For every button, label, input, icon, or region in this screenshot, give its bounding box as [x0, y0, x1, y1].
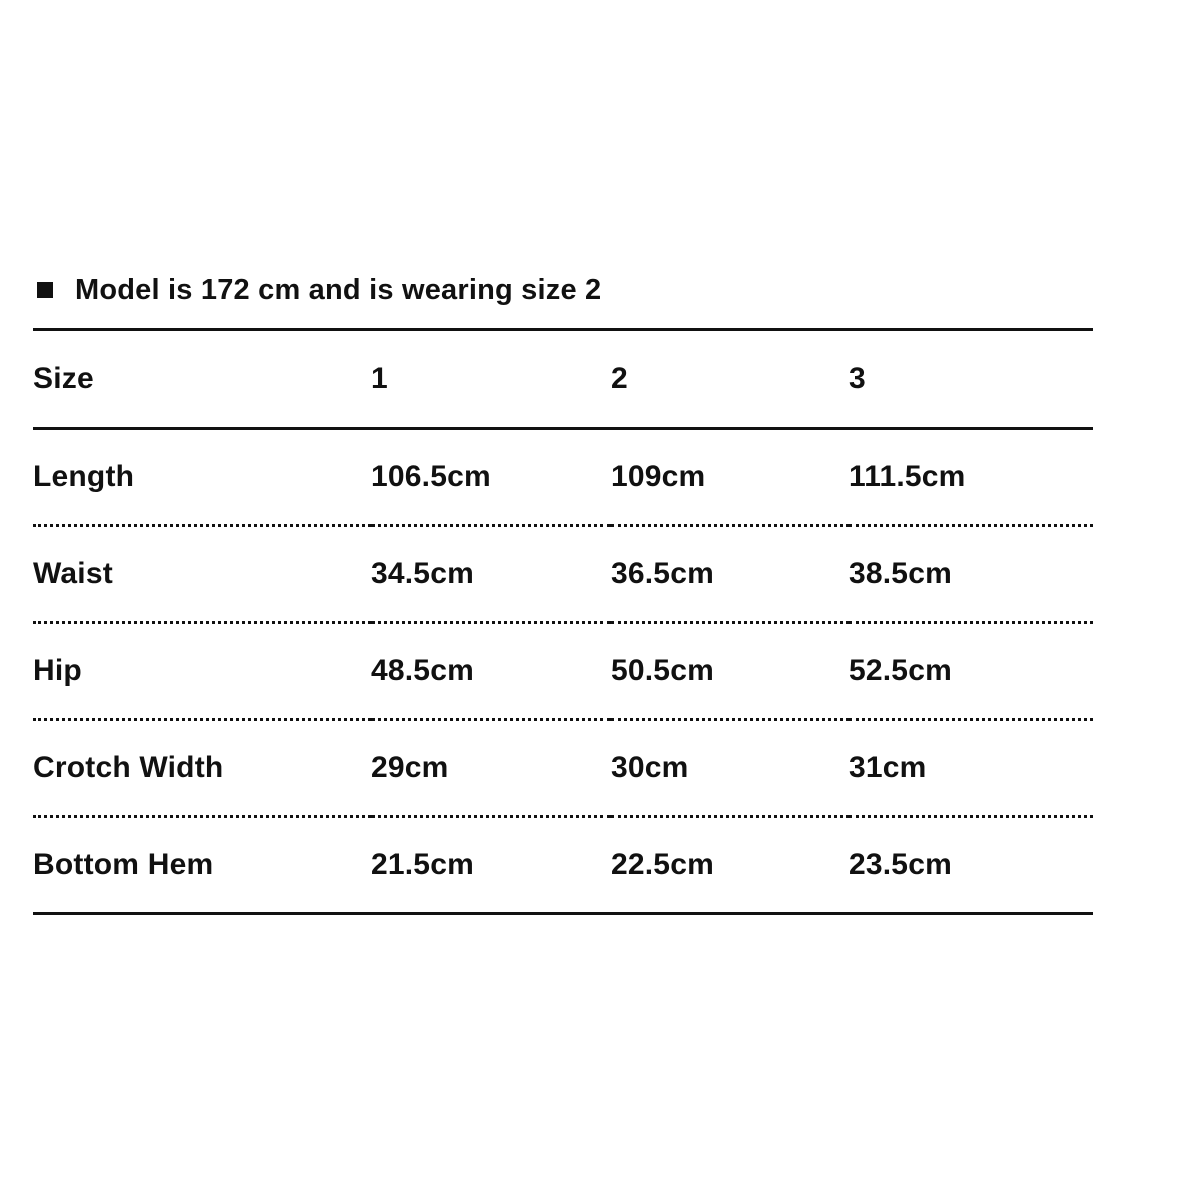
- row-value: 38.5cm: [849, 526, 1093, 623]
- column-header-size: Size: [33, 330, 371, 429]
- model-note-text: Model is 172 cm and is wearing size 2: [75, 273, 602, 306]
- square-bullet-icon: [37, 282, 53, 298]
- row-value: 23.5cm: [849, 817, 1093, 914]
- row-value: 21.5cm: [371, 817, 611, 914]
- row-label: Bottom Hem: [33, 817, 371, 914]
- row-value: 22.5cm: [611, 817, 849, 914]
- row-value: 29cm: [371, 720, 611, 817]
- row-value: 31cm: [849, 720, 1093, 817]
- row-value: 50.5cm: [611, 623, 849, 720]
- row-label: Crotch Width: [33, 720, 371, 817]
- row-value: 106.5cm: [371, 429, 611, 526]
- table-row: [33, 623, 1093, 720]
- size-measurements-table: [33, 328, 1093, 915]
- table-row: [33, 526, 1093, 623]
- row-value: 36.5cm: [611, 526, 849, 623]
- row-value: 34.5cm: [371, 526, 611, 623]
- row-value: 30cm: [611, 720, 849, 817]
- table-row: [33, 429, 1093, 526]
- column-header-size-1: 1: [371, 330, 611, 429]
- row-value: 48.5cm: [371, 623, 611, 720]
- table-row: [33, 817, 1093, 914]
- table-header-row: [33, 330, 1093, 429]
- row-label: Waist: [33, 526, 371, 623]
- column-header-size-3: 3: [849, 330, 1093, 429]
- row-value: 52.5cm: [849, 623, 1093, 720]
- row-label: Length: [33, 429, 371, 526]
- table-row: [33, 720, 1093, 817]
- column-header-size-2: 2: [611, 330, 849, 429]
- row-label: Hip: [33, 623, 371, 720]
- row-value: 111.5cm: [849, 429, 1093, 526]
- row-value: 109cm: [611, 429, 849, 526]
- size-chart-content: [33, 262, 1093, 915]
- model-note: [33, 262, 1093, 318]
